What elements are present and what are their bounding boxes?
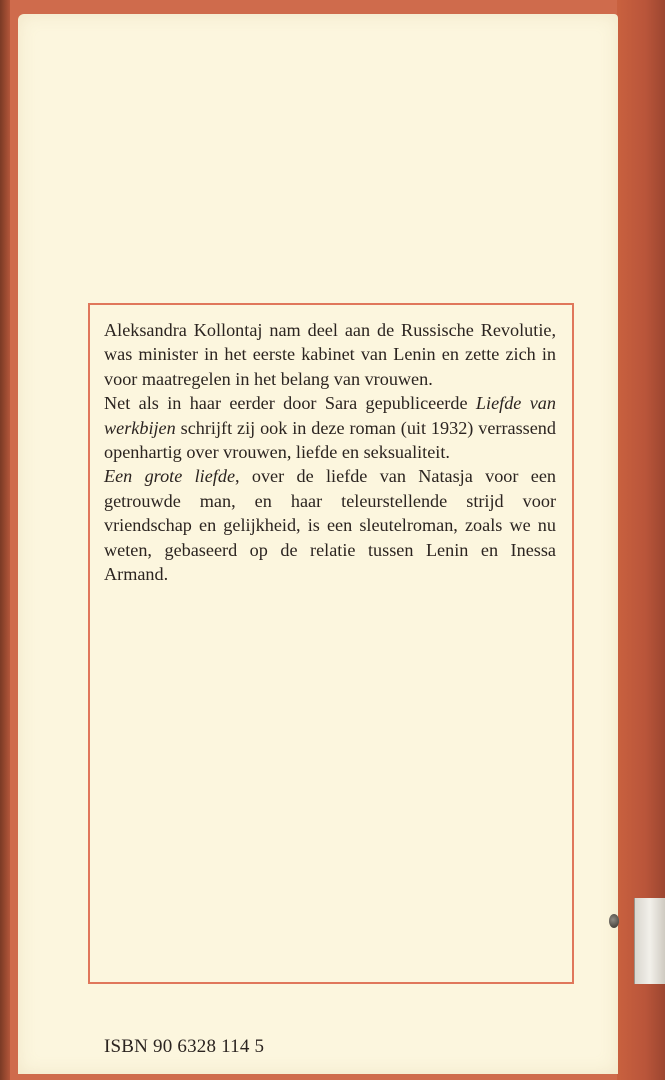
blurb-paragraph-1-text: Aleksandra Kollontaj nam deel aan de Russische Revolutie, was minister in het eerste kabinet van Lenin en zette zich in voor maatregelen in het belang van vrouwen. [104, 320, 556, 389]
binding-rivet [609, 914, 619, 928]
isbn-number: ISBN 90 6328 114 5 [104, 1036, 265, 1057]
blurb-paragraph-2 [104, 391, 556, 464]
blurb-paragraph-3-post: , over de liefde van Natasja voor een getrouwde man, en haar teleurstellende strijd voor vriendschap en gelijkheid, is een sleutelroman, zoals we nu weten, gebaseerd op de relatie tussen Lenin en Inessa Armand. [104, 466, 556, 585]
book-title-liefde-van-werkbijen: Liefde van werkbijen [104, 393, 556, 438]
blurb-paragraph-2-pre: Net als in haar eerder door Sara gepubliceerde [104, 393, 476, 414]
blurb-paragraph-2-post: schrijft zij ook in deze roman (uit 1932) verrassend openhartig over vrouwen, liefde en seksualiteit. [104, 417, 556, 463]
blurb-paragraph-1 [104, 318, 556, 391]
blurb-text [104, 318, 556, 586]
cover-left-edge [0, 0, 10, 1080]
blurb-paragraph-3 [104, 464, 556, 586]
book-title-een-grote-liefde: Een grote liefde [104, 466, 236, 487]
label-tab [634, 898, 665, 984]
